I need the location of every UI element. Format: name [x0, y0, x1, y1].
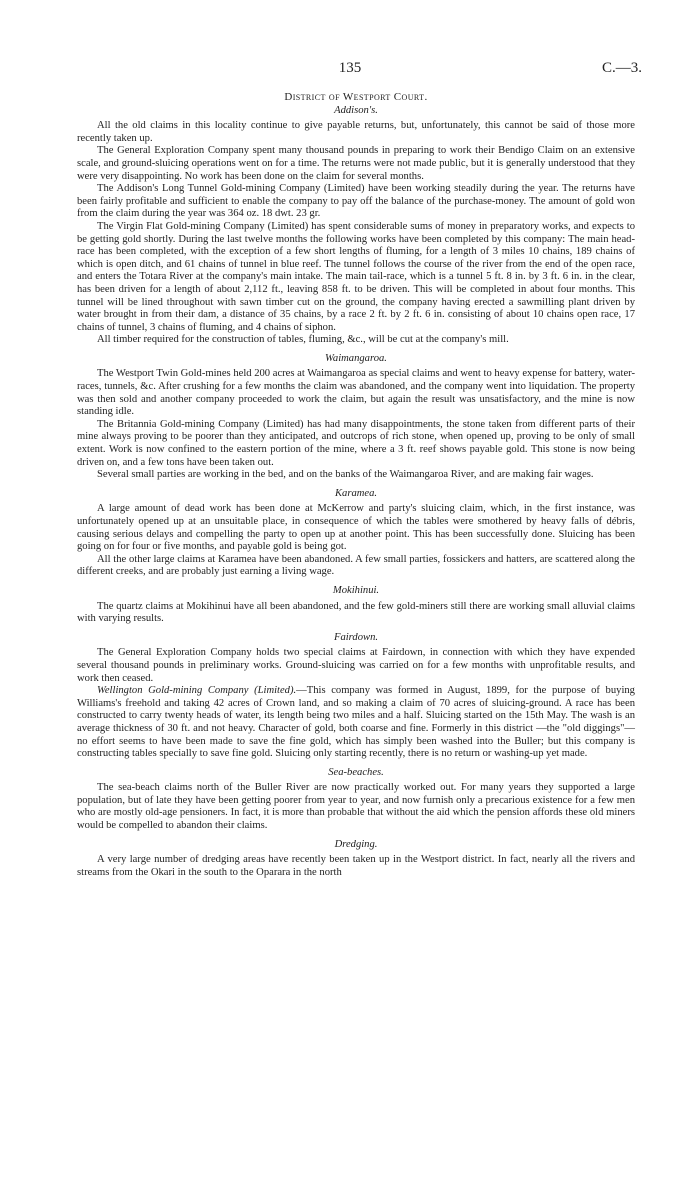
paragraph: All the other large claims at Karamea have been abandoned. A few small parties, fossickers and hatters, are scattered along the different creeks, and are probably just earning a living wage. — [77, 553, 635, 578]
section-heading-waimangaroa: Waimangaroa. — [325, 352, 387, 364]
paragraph: A large amount of dead work has been done at McKerrow and party's sluicing claim, which, in the first instance, was unfortunately opened up at an unsuitable place, in consequence of which the tables were smothered by heavy falls of débris, causing serious delays and compelling the party to open up at another point. This has been successfully done. Sluicing has been going on for four or five months, and payable gold is being got. — [77, 503, 635, 553]
section-heading-mokihinui: Mokihinui. — [332, 584, 380, 596]
report-body — [77, 91, 635, 879]
district-heading: District of Westport Court. — [284, 91, 428, 103]
paragraph: Several small parties are working in the bed, and on the banks of the Waimangaroa River, and are making fair wages. — [97, 469, 594, 481]
section-heading-fairdown: Fairdown. — [333, 631, 379, 643]
paragraph: The Virgin Flat Gold-mining Company (Limited) has spent considerable sums of money in preparatory works, and expects to be getting gold shortly. During the last twelve months the following works have been completed by this company: The main head-race has been completed, with the exception of a few short lengths of fluming, for a length of 3 miles 10 chains, 189 chains of which is open ditch, and 61 chains of tunnel in blue reef. The tunnel follows the course of the river from the end of the open race, and enters the Totara River at the company's main intake. The main tail-race, which is a tunnel 5 ft. 8 in. by 3 ft. 6 in. in the clear, has been driven for a length of about 2,112 ft., leaving 858 ft. to be driven. This will be completed in about four months. This tunnel will be lined throughout with sawn timber cut on the ground, the company having erected a sawmilling plant driven by water brought in from their dam, a distance of 35 chains, by a race 2 ft. by 2 ft. 6 in. consisting of about 10 chains open race, 17 chains of tunnel, 3 chains of fluming, and 4 chains of siphon. — [77, 220, 635, 333]
paragraph-with-lead — [77, 685, 635, 761]
document-reference: C.—3. — [601, 60, 642, 76]
paragraph: The General Exploration Company holds two special claims at Fairdown, in connection with which they have expended several thousand pounds in preliminary works. Ground-sluicing was carried on for a few months with unprofitable results, and work then ceased. — [77, 647, 635, 684]
paragraph: The Westport Twin Gold-mines held 200 acres at Waimangaroa as special claims and went to heavy expense for battery, water-races, tunnels, &c. After crushing for a few months the claim was abandoned, and the company went into liquidation. The property was then sold and another company proceeded to work the claim, but again the result was unsatisfactory, and the mine is now standing idle. — [77, 368, 635, 418]
paragraph: The quartz claims at Mokihinui have all been abandoned, and the few gold-miners still there are working small alluvial claims with varying results. — [77, 600, 635, 625]
paragraph: The General Exploration Company spent many thousand pounds in preparing to work their Bendigo Claim on an extensive scale, and ground-sluicing operations went on for a time. The returns were not made public, but it is generally understood that they were very disappointing. No work has been done on the claim for several months. — [77, 145, 635, 182]
section-heading-dredging: Dredging. — [334, 838, 378, 850]
paragraph: A very large number of dredging areas have recently been taken up in the Westport district. In fact, nearly all the rivers and streams from the Okari in the south to the Oparara in the north — [77, 854, 635, 878]
section-heading-karamea: Karamea. — [334, 487, 378, 499]
section-heading-addisons: Addison's. — [334, 104, 378, 116]
paragraph: The sea-beach claims north of the Buller River are now practically worked out. For many years they supported a large population, but of late they have been getting poorer from year to year, and now furnish only a precarious existence for a few men who are mostly old-age pensioners. In fact, it is more than probable that without the aid which the pension affords these old miners would be compelled to abandon their claims. — [77, 782, 635, 832]
section-heading-sea-beaches: Sea-beaches. — [328, 766, 384, 778]
paragraph: All timber required for the construction of tables, fluming, &c., will be cut at the company's mill. — [97, 334, 509, 346]
paragraph-text: —This company was formed in August, 1899, for the purpose of buying Williams's freehold and taking 42 acres of Crown land, and so making a claim of 70 acres of sluicing-ground. A race has been constructed to carry twenty heads of water, its length being two miles and a half. Sluicing started on the 15th May. The wash is an average thickness of 30 ft. and not heavy. Character of gold, both coarse and fine. Formerly in this district —the "old diggings"—no effort seems to have been made to save the fine gold, which has simply been washed into the Buller; but this company is constructing tables specially to save fine gold. Sluicing only starting recently, there is no return or washing-up yet made. — [77, 685, 635, 760]
paragraph: The Britannia Gold-mining Company (Limited) has had many disappointments, the stone taken from different parts of their mine always proving to be poorer than they anticipated, and outcrops of rich stone, when opened up, proving to be only of small extent. Work is now confined to the eastern portion of the mine, where a 3 ft. reef shows payable gold. This stone is now being driven on, and a few tons have been taken out. — [77, 418, 635, 468]
paragraph: The Addison's Long Tunnel Gold-mining Company (Limited) have been working steadily during the year. The returns have been fairly profitable and sufficient to enable the company to pay off the balance of the purchase-money. The amount of gold won from the claim during the year was 364 oz. 18 dwt. 23 gr. — [77, 183, 635, 220]
page-number: 135 — [338, 60, 362, 76]
paragraph: All the old claims in this locality continue to give payable returns, but, unfortunately, this cannot be said of those more recently taken up. — [77, 120, 635, 144]
paragraph-lead: Wellington Gold-mining Company (Limited). — [97, 685, 297, 697]
